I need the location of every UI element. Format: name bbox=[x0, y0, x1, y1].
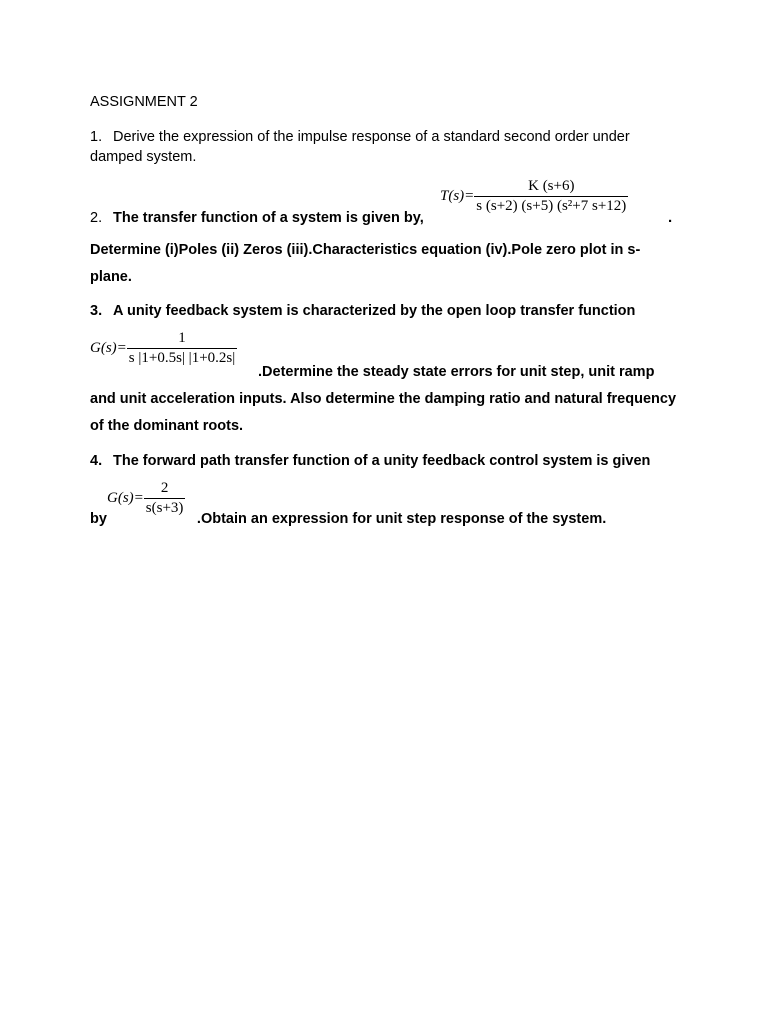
question-2 bbox=[90, 210, 680, 226]
question-2-number: 2. bbox=[90, 210, 103, 226]
question-4-formula-lhs: G(s)= bbox=[107, 490, 144, 506]
question-3-text: .Determine the steady state errors for unit step, unit ramp and unit acceleration inputs. Also determine the damping ratio and natural frequency of the dominant roots. bbox=[90, 364, 677, 434]
question-4-tail: .Obtain an expression for unit step response of the system. bbox=[196, 511, 607, 527]
question-2-text: Determine (i)Poles (ii) Zeros (iii).Characteristics equation (iv).Pole zero plot in s-plane. bbox=[90, 242, 641, 285]
question-4-text bbox=[90, 511, 680, 527]
question-4-denominator: s(s+3) bbox=[145, 500, 184, 516]
assignment-title: ASSIGNMENT 2 bbox=[90, 94, 198, 110]
question-3-numerator: 1 bbox=[178, 330, 186, 346]
question-3-denominator: s |1+0.5s| |1+0.2s| bbox=[128, 350, 236, 366]
question-1-text: Derive the expression of the impulse response of a standard second order under damped system. bbox=[90, 129, 630, 165]
question-2-numerator: K (s+6) bbox=[528, 178, 575, 194]
question-2-denominator: s (s+2) (s+5) (s²+7 s+12) bbox=[476, 198, 627, 214]
question-2-trail: . bbox=[668, 209, 673, 226]
question-4-intro: The forward path transfer function of a unity feedback control system is given bbox=[113, 453, 651, 469]
question-3-intro: A unity feedback system is characterized by the open loop transfer function bbox=[113, 303, 636, 319]
question-2-intro: The transfer function of a system is given by, bbox=[113, 210, 424, 226]
question-4-by: by bbox=[90, 511, 107, 527]
question-1-number: 1. bbox=[90, 129, 103, 145]
question-3-formula-lhs: G(s)= bbox=[90, 340, 127, 356]
question-3 bbox=[90, 303, 680, 319]
question-4-numerator: 2 bbox=[160, 480, 169, 496]
question-4 bbox=[90, 453, 680, 469]
question-4-number: 4. bbox=[90, 453, 103, 469]
question-2-formula-lhs: T(s)= bbox=[440, 188, 475, 204]
question-3-number: 3. bbox=[90, 303, 103, 319]
question-1 bbox=[90, 127, 680, 167]
